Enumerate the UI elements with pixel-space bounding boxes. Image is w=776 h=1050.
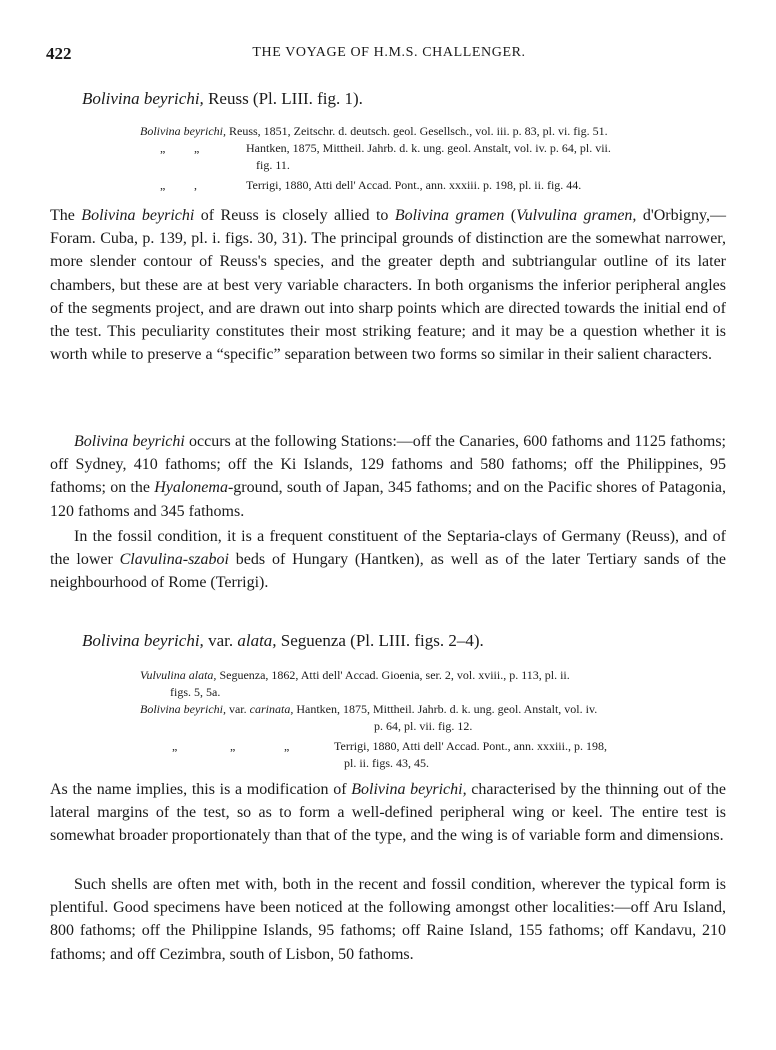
- text-run: Such shells are often met with, both in the recent and fossil condition, wherever the typical form is plentiful. Good specimens have been noticed at the following amongst other localities:—off Aru Island, 800 fathoms; off the Philippine Islands, 95 fathoms; off Raine Island, 155 fathoms; off Kandavu, 210 fathoms; and off Cezimbra, south of Lisbon, 50 fathoms.: [50, 876, 726, 963]
- ditto-mark: „: [172, 739, 178, 753]
- paragraph-fossil: [50, 525, 726, 595]
- text-run: As the name implies, this is a modification of: [50, 781, 352, 798]
- synonym-citation-continued: pl. ii. figs. 43, 45.: [344, 756, 430, 770]
- synonym-name: Bolivina beyrichi,: [140, 702, 226, 716]
- paragraph-localities: [50, 873, 726, 966]
- ditto-mark: ,: [194, 178, 197, 192]
- ditto-mark: „: [160, 178, 166, 192]
- synonym-citation: Reuss, 1851, Zeitschr. d. deutsch. geol. Gesellsch., vol. iii. p. 83, pl. vi. fig. 51.: [225, 124, 608, 138]
- text-run: var.: [225, 702, 250, 716]
- species-name: Bolivina beyrichi,: [82, 89, 204, 108]
- text-run: var.: [203, 631, 238, 650]
- paragraph-modification: [50, 778, 726, 848]
- text-run: of Reuss is closely allied to: [194, 207, 395, 224]
- synonym-entry: [160, 140, 611, 156]
- page-header: [46, 44, 732, 68]
- synonym-entry: [160, 177, 581, 193]
- text-run: In the fossil condition, it is a frequent constituent of the Septaria-clays of Germany (Reuss), and of the lower: [50, 528, 726, 569]
- text-run: The: [50, 207, 82, 224]
- text-run: (: [504, 207, 517, 224]
- paragraph-stations: [50, 430, 726, 523]
- text-run: characterised by the thinning out of the lateral margins of the test, so as to form a well-defined peripheral wing or keel. The entire test is somewhat broader proportionately than that of the type, and the wing is of variable form and dimensions.: [50, 781, 726, 845]
- running-title: THE VOYAGE OF H.M.S. CHALLENGER.: [252, 45, 526, 60]
- synonym-name: Vulvulina alata,: [140, 668, 217, 682]
- text-run: occurs at the following Stations:—off the Canaries, 600 fathoms and 1125 fathoms; off Sydney, 410 fathoms; off the Ki Islands, 129 fathoms and 580 fathoms; off the Philippines, 95 fathoms; on the: [50, 433, 727, 497]
- species-name: Bolivina beyrichi,: [82, 631, 204, 650]
- variety-name: alata,: [237, 631, 277, 650]
- synonym-citation: Seguenza, 1862, Atti dell' Accad. Gioenia, ser. 2, vol. xviii., p. 113, pl. ii.: [216, 668, 570, 682]
- ditto-mark: „: [230, 739, 236, 753]
- synonym-name: Bolivina beyrichi,: [140, 124, 226, 138]
- page-number: 422: [46, 44, 72, 63]
- italic-run: Vulvulina gramen,: [516, 207, 637, 224]
- italic-run: Bolivina gramen: [394, 207, 505, 224]
- paragraph-comparison: [50, 204, 726, 366]
- ditto-mark: „: [160, 141, 166, 155]
- italic-run: Bolivina beyrichi: [74, 433, 185, 450]
- synonym-citation-continued: fig. 11.: [256, 158, 290, 172]
- synonym-entry: [140, 123, 608, 139]
- synonym-entry: [172, 738, 607, 754]
- ditto-mark: „: [284, 739, 290, 753]
- synonym-citation: Terrigi, 1880, Atti dell' Accad. Pont., ann. xxxiii. p. 198, pl. ii. fig. 44.: [246, 178, 582, 192]
- text-run: d'Orbigny,—Foram. Cuba, p. 139, pl. i. figs. 30, 31). The principal grounds of distinction are the somewhat narrower, more slender contour of Reuss's species, and the greater depth and subtriangular outline of its later chambers, but these are at best very variable characters. In both organisms the inferior peripheral angles of the segments project, and are drawn out into sharp points which are directed towards the initial end of the test. This peculiarity constitutes their most striking feature; and it may be a question whether it is worth while to preserve a “specific” separation between two forms so similar in their salient characters.: [50, 207, 727, 364]
- italic-run: Bolivina beyrichi: [81, 207, 195, 224]
- heading-authority: Reuss (Pl. LIII. fig. 1).: [203, 89, 363, 108]
- synonym-citation-continued: figs. 5, 5a.: [170, 685, 221, 699]
- synonym-entry: [140, 701, 597, 717]
- italic-run: Hyalonema: [154, 479, 228, 497]
- text-run: beds of Hungary (Hantken), as well as of the later Tertiary sands of the neighbourhood of Rome (Terrigi).: [50, 551, 726, 592]
- synonym-citation: Hantken, 1875, Mittheil. Jahrb. d. k. ung. geol. Anstalt, vol. iv.: [293, 702, 598, 716]
- synonym-entry: [140, 667, 570, 683]
- ditto-mark: „: [194, 141, 200, 155]
- variety-name: carinata,: [249, 702, 294, 716]
- italic-run: Clavulina-szaboi: [119, 551, 229, 569]
- heading-authority: Seguenza (Pl. LIII. figs. 2–4).: [276, 631, 484, 650]
- synonym-citation-continued: p. 64, pl. vii. fig. 12.: [374, 719, 473, 733]
- species-heading-alata: [82, 631, 484, 651]
- synonym-citation: Hantken, 1875, Mittheil. Jahrb. d. k. ung. geol. Anstalt, vol. iv. p. 64, pl. vii.: [246, 141, 611, 155]
- italic-run: Bolivina beyrichi,: [351, 781, 467, 798]
- synonym-citation: Terrigi, 1880, Atti dell' Accad. Pont., ann. xxxiii., p. 198,: [334, 739, 607, 753]
- species-heading-beyrichi: [82, 89, 363, 109]
- text-run: -ground, south of Japan, 345 fathoms; and on the Pacific shores of Patagonia, 120 fathoms and 345 fathoms.: [50, 479, 726, 520]
